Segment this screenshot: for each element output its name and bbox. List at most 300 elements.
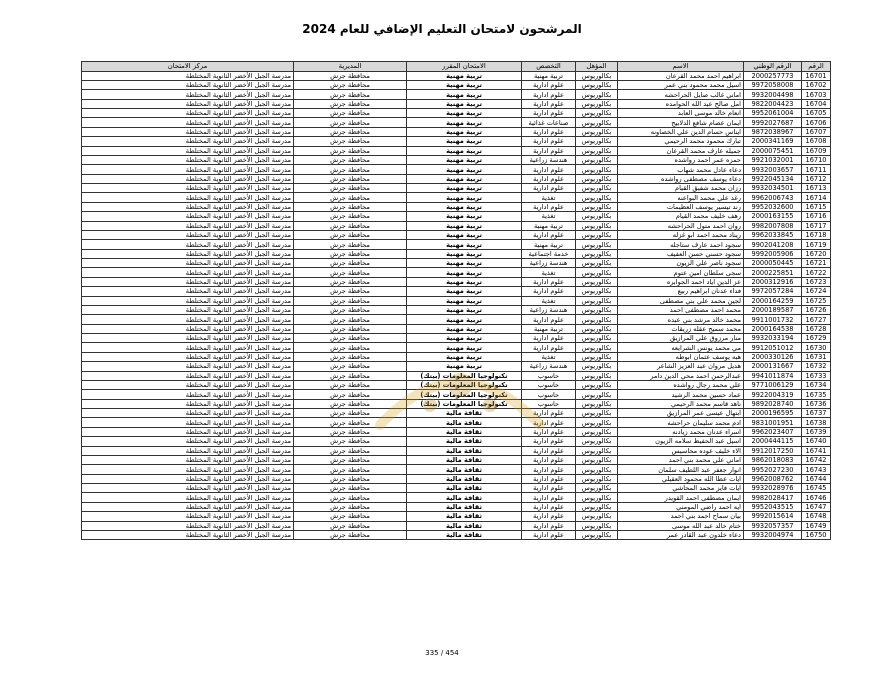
cell-exam-subject: تربية مهنية: [407, 146, 522, 155]
cell-national-id: 9912017250: [744, 446, 802, 455]
table-row: [82, 362, 831, 371]
cell-specialization: علوم ادارية: [522, 315, 576, 324]
cell-exam-center: مدرسة الجبل الأخضر الثانوية المختلطة: [82, 474, 294, 483]
cell-qualification: بكالوريوس: [576, 287, 618, 296]
cell-qualification: بكالوريوس: [576, 268, 618, 277]
cell-name: عبدالرحمن احمد محي الدين دامر: [618, 371, 744, 380]
cell-exam-center: مدرسة الجبل الأخضر الثانوية المختلطة: [82, 362, 294, 371]
cell-specialization: علوم ادارية: [522, 484, 576, 493]
cell-national-id: 2000050445: [744, 259, 802, 268]
table-row: [82, 277, 831, 286]
cell-specialization: تربية مهنية: [522, 221, 576, 230]
cell-national-id: 9922004319: [744, 390, 802, 399]
page-title: المرشحون لامتحان التعليم الإضافي للعام 2024: [302, 22, 582, 36]
cell-specialization: علوم ادارية: [522, 127, 576, 136]
cell-specialization: علوم ادارية: [522, 521, 576, 530]
cell-exam-center: مدرسة الجبل الأخضر الثانوية المختلطة: [82, 371, 294, 380]
cell-seq: 16743: [802, 465, 831, 474]
cell-exam-center: مدرسة الجبل الأخضر الثانوية المختلطة: [82, 521, 294, 530]
cell-directorate: محافظة جرش: [294, 90, 407, 99]
cell-seq: 16724: [802, 287, 831, 296]
cell-exam-subject: ثقافة مالية: [407, 484, 522, 493]
cell-seq: 16705: [802, 109, 831, 118]
cell-exam-center: مدرسة الجبل الأخضر الثانوية المختلطة: [82, 343, 294, 352]
cell-directorate: محافظة جرش: [294, 118, 407, 127]
cell-exam-center: مدرسة الجبل الأخضر الثانوية المختلطة: [82, 249, 294, 258]
cell-name: حمزه عمر احمد رواشده: [618, 155, 744, 164]
cell-seq: 16741: [802, 446, 831, 455]
cell-specialization: علوم ادارية: [522, 493, 576, 502]
cell-exam-center: مدرسة الجبل الأخضر الثانوية المختلطة: [82, 390, 294, 399]
cell-seq: 16720: [802, 249, 831, 258]
cell-directorate: محافظة جرش: [294, 277, 407, 286]
cell-specialization: تربية مهنية: [522, 324, 576, 333]
table-row: [82, 324, 831, 333]
cell-specialization: علوم ادارية: [522, 474, 576, 483]
cell-seq: 16742: [802, 455, 831, 464]
cell-qualification: بكالوريوس: [576, 521, 618, 530]
cell-specialization: علوم ادارية: [522, 137, 576, 146]
cell-directorate: محافظة جرش: [294, 193, 407, 202]
cell-qualification: بكالوريوس: [576, 362, 618, 371]
cell-name: محمد خالد مرشد بني عبده: [618, 315, 744, 324]
table-row: [82, 268, 831, 277]
cell-specialization: صناعات غذائية: [522, 118, 576, 127]
cell-directorate: محافظة جرش: [294, 446, 407, 455]
cell-directorate: محافظة جرش: [294, 380, 407, 389]
cell-directorate: محافظة جرش: [294, 202, 407, 211]
table-row: [82, 80, 831, 89]
table-row: [82, 502, 831, 511]
cell-seq: 16708: [802, 137, 831, 146]
table-header-row: [82, 62, 831, 72]
cell-name: فداء عدنان ابراهيم ربيع: [618, 287, 744, 296]
cell-name: سجود احمد عارف ستاجله: [618, 240, 744, 249]
cell-name: روان احمد متول الحراحشه: [618, 221, 744, 230]
cell-seq: 16714: [802, 193, 831, 202]
cell-qualification: بكالوريوس: [576, 118, 618, 127]
cell-national-id: 2000330126: [744, 352, 802, 361]
cell-name: اماني علي محمد بني احمد: [618, 455, 744, 464]
cell-qualification: بكالوريوس: [576, 324, 618, 333]
cell-directorate: محافظة جرش: [294, 165, 407, 174]
cell-specialization: علوم ادارية: [522, 109, 576, 118]
cell-specialization: هندسة زراعية: [522, 259, 576, 268]
cell-national-id: 2000075451: [744, 146, 802, 155]
cell-exam-subject: ثقافة مالية: [407, 418, 522, 427]
cell-seq: 16716: [802, 212, 831, 221]
cell-exam-subject: تربية مهنية: [407, 137, 522, 146]
cell-exam-subject: ثقافة مالية: [407, 455, 522, 464]
header-name: الاسم: [618, 62, 744, 72]
cell-seq: 16726: [802, 305, 831, 314]
table-row: [82, 259, 831, 268]
cell-name: عماد حسين محمد الرشيد: [618, 390, 744, 399]
cell-exam-center: مدرسة الجبل الأخضر الثانوية المختلطة: [82, 427, 294, 436]
cell-exam-subject: ثقافة مالية: [407, 493, 522, 502]
cell-exam-subject: ثقافة مالية: [407, 474, 522, 483]
header-national-id: الرقم الوطني: [744, 62, 802, 72]
cell-name: اسيل عبد الحفيظ سلامه الزيون: [618, 437, 744, 446]
cell-name: انعام خالد موسى العابد: [618, 109, 744, 118]
cell-exam-center: مدرسة الجبل الأخضر الثانوية المختلطة: [82, 352, 294, 361]
cell-directorate: محافظة جرش: [294, 137, 407, 146]
cell-exam-subject: تربية مهنية: [407, 118, 522, 127]
table-row: [82, 427, 831, 436]
cell-national-id: 2000164538: [744, 324, 802, 333]
cell-specialization: علوم ادارية: [522, 99, 576, 108]
cell-exam-center: مدرسة الجبل الأخضر الثانوية المختلطة: [82, 212, 294, 221]
cell-name: رهف خليف محمد القيام: [618, 212, 744, 221]
cell-directorate: محافظة جرش: [294, 409, 407, 418]
cell-specialization: علوم ادارية: [522, 184, 576, 193]
cell-seq: 16721: [802, 259, 831, 268]
cell-name: بيان سماح احمد بني احمد: [618, 512, 744, 521]
cell-national-id: 9932004498: [744, 90, 802, 99]
cell-qualification: بكالوريوس: [576, 512, 618, 521]
cell-exam-subject: ثقافة مالية: [407, 446, 522, 455]
cell-directorate: محافظة جرش: [294, 240, 407, 249]
cell-specialization: تغذية: [522, 352, 576, 361]
table-row: [82, 530, 831, 539]
cell-exam-center: مدرسة الجبل الأخضر الثانوية المختلطة: [82, 277, 294, 286]
cell-national-id: 9982028417: [744, 493, 802, 502]
cell-exam-center: مدرسة الجبل الأخضر الثانوية المختلطة: [82, 446, 294, 455]
cell-exam-subject: تربية مهنية: [407, 305, 522, 314]
cell-national-id: 9892028740: [744, 399, 802, 408]
cell-national-id: 9932033194: [744, 334, 802, 343]
candidates-table: [81, 61, 831, 540]
cell-directorate: محافظة جرش: [294, 146, 407, 155]
cell-exam-center: مدرسة الجبل الأخضر الثانوية المختلطة: [82, 334, 294, 343]
cell-name: محمد سميح عقله زريقات: [618, 324, 744, 333]
cell-exam-subject: تربية مهنية: [407, 90, 522, 99]
cell-specialization: علوم ادارية: [522, 334, 576, 343]
cell-name: ابتهال عيسى عمر المرازيق: [618, 409, 744, 418]
cell-name: ريناد محمد احمد ابو غزله: [618, 230, 744, 239]
cell-seq: 16701: [802, 71, 831, 80]
cell-seq: 16718: [802, 230, 831, 239]
cell-name: ايات عطا الله محمود العقيلي: [618, 474, 744, 483]
table-row: [82, 380, 831, 389]
cell-exam-subject: تربية مهنية: [407, 249, 522, 258]
cell-exam-subject: تربية مهنية: [407, 352, 522, 361]
cell-exam-subject: تربية مهنية: [407, 71, 522, 80]
cell-exam-center: مدرسة الجبل الأخضر الثانوية المختلطة: [82, 315, 294, 324]
cell-directorate: محافظة جرش: [294, 399, 407, 408]
cell-national-id: 9932028976: [744, 484, 802, 493]
cell-qualification: بكالوريوس: [576, 109, 618, 118]
cell-name: رند تيسير يوسف العظيمات: [618, 202, 744, 211]
cell-specialization: حاسوب: [522, 390, 576, 399]
cell-exam-center: مدرسة الجبل الأخضر الثانوية المختلطة: [82, 268, 294, 277]
cell-directorate: محافظة جرش: [294, 221, 407, 230]
cell-seq: 16738: [802, 418, 831, 427]
cell-national-id: 9912051012: [744, 343, 802, 352]
cell-specialization: حاسوب: [522, 399, 576, 408]
cell-directorate: محافظة جرش: [294, 296, 407, 305]
cell-exam-center: مدرسة الجبل الأخضر الثانوية المختلطة: [82, 512, 294, 521]
cell-specialization: هندسة زراعية: [522, 305, 576, 314]
cell-exam-subject: ثقافة مالية: [407, 409, 522, 418]
cell-exam-center: مدرسة الجبل الأخضر الثانوية المختلطة: [82, 127, 294, 136]
cell-directorate: محافظة جرش: [294, 465, 407, 474]
table-row: [82, 118, 831, 127]
cell-specialization: علوم ادارية: [522, 465, 576, 474]
cell-exam-subject: تربية مهنية: [407, 268, 522, 277]
cell-directorate: محافظة جرش: [294, 455, 407, 464]
cell-qualification: بكالوريوس: [576, 221, 618, 230]
cell-national-id: 9941011874: [744, 371, 802, 380]
cell-exam-center: مدرسة الجبل الأخضر الثانوية المختلطة: [82, 259, 294, 268]
table-row: [82, 315, 831, 324]
cell-directorate: محافظة جرش: [294, 512, 407, 521]
cell-seq: 16713: [802, 184, 831, 193]
page-number: 335 / 454: [425, 649, 459, 657]
header-seq: الرقم: [802, 62, 831, 72]
cell-specialization: علوم ادارية: [522, 230, 576, 239]
cell-directorate: محافظة جرش: [294, 324, 407, 333]
cell-qualification: بكالوريوس: [576, 437, 618, 446]
cell-directorate: محافظة جرش: [294, 109, 407, 118]
cell-seq: 16706: [802, 118, 831, 127]
cell-national-id: 9922045134: [744, 174, 802, 183]
cell-qualification: بكالوريوس: [576, 230, 618, 239]
cell-seq: 16750: [802, 530, 831, 539]
cell-specialization: علوم ادارية: [522, 174, 576, 183]
cell-exam-subject: تكنولوجيا المعلومات (بيتك): [407, 390, 522, 399]
cell-exam-subject: تربية مهنية: [407, 80, 522, 89]
cell-name: سجى سلطان امين عتوم: [618, 268, 744, 277]
cell-national-id: 9932057357: [744, 521, 802, 530]
cell-qualification: بكالوريوس: [576, 127, 618, 136]
cell-name: اسيل محمد محمود بني عمر: [618, 80, 744, 89]
cell-seq: 16709: [802, 146, 831, 155]
cell-exam-subject: تربية مهنية: [407, 99, 522, 108]
cell-national-id: 9972057284: [744, 287, 802, 296]
cell-seq: 16737: [802, 409, 831, 418]
cell-directorate: محافظة جرش: [294, 352, 407, 361]
table-row: [82, 305, 831, 314]
cell-directorate: محافظة جرش: [294, 427, 407, 436]
cell-exam-subject: تربية مهنية: [407, 296, 522, 305]
table-row: [82, 71, 831, 80]
cell-directorate: محافظة جرش: [294, 521, 407, 530]
cell-qualification: بكالوريوس: [576, 146, 618, 155]
cell-national-id: 9771006129: [744, 380, 802, 389]
cell-national-id: 2000444115: [744, 437, 802, 446]
cell-exam-subject: تكنولوجيا المعلومات (بيتك): [407, 399, 522, 408]
cell-national-id: 9962033845: [744, 230, 802, 239]
cell-exam-center: مدرسة الجبل الأخضر الثانوية المختلطة: [82, 155, 294, 164]
cell-qualification: بكالوريوس: [576, 193, 618, 202]
cell-exam-center: مدرسة الجبل الأخضر الثانوية المختلطة: [82, 118, 294, 127]
table-row: [82, 371, 831, 380]
cell-national-id: 9911001732: [744, 315, 802, 324]
cell-seq: 16728: [802, 324, 831, 333]
cell-directorate: محافظة جرش: [294, 484, 407, 493]
cell-directorate: محافظة جرش: [294, 155, 407, 164]
cell-exam-center: مدرسة الجبل الأخضر الثانوية المختلطة: [82, 399, 294, 408]
cell-exam-center: مدرسة الجبل الأخضر الثانوية المختلطة: [82, 146, 294, 155]
cell-specialization: علوم ادارية: [522, 455, 576, 464]
table-row: [82, 390, 831, 399]
cell-qualification: بكالوريوس: [576, 390, 618, 399]
cell-directorate: محافظة جرش: [294, 530, 407, 539]
table-row: [82, 184, 831, 193]
cell-exam-subject: تربية مهنية: [407, 230, 522, 239]
table-row: [82, 249, 831, 258]
cell-exam-center: مدرسة الجبل الأخضر الثانوية المختلطة: [82, 484, 294, 493]
cell-exam-center: مدرسة الجبل الأخضر الثانوية المختلطة: [82, 380, 294, 389]
cell-name: هبه يوسف عثمان ابوطه: [618, 352, 744, 361]
cell-name: ابراهيم احمد محمد القرعان: [618, 71, 744, 80]
cell-seq: 16746: [802, 493, 831, 502]
cell-national-id: 9862018083: [744, 455, 802, 464]
table-row: [82, 127, 831, 136]
cell-national-id: 9962006743: [744, 193, 802, 202]
cell-specialization: علوم ادارية: [522, 437, 576, 446]
table-row: [82, 212, 831, 221]
cell-specialization: علوم ادارية: [522, 90, 576, 99]
cell-name: الاء خليف عوده محاسيس: [618, 446, 744, 455]
cell-qualification: بكالوريوس: [576, 99, 618, 108]
cell-directorate: محافظة جرش: [294, 212, 407, 221]
cell-specialization: حاسوب: [522, 380, 576, 389]
cell-qualification: بكالوريوس: [576, 174, 618, 183]
cell-specialization: علوم ادارية: [522, 530, 576, 539]
cell-seq: 16704: [802, 99, 831, 108]
cell-qualification: بكالوريوس: [576, 212, 618, 221]
cell-exam-center: مدرسة الجبل الأخضر الثانوية المختلطة: [82, 221, 294, 230]
cell-exam-center: مدرسة الجبل الأخضر الثانوية المختلطة: [82, 165, 294, 174]
cell-qualification: بكالوريوس: [576, 296, 618, 305]
cell-directorate: محافظة جرش: [294, 127, 407, 136]
cell-national-id: 9872038967: [744, 127, 802, 136]
cell-specialization: خدمة اجتماعية: [522, 249, 576, 258]
cell-national-id: 9972058008: [744, 80, 802, 89]
cell-seq: 16749: [802, 521, 831, 530]
cell-exam-center: مدرسة الجبل الأخضر الثانوية المختلطة: [82, 502, 294, 511]
cell-exam-subject: تربية مهنية: [407, 259, 522, 268]
cell-seq: 16729: [802, 334, 831, 343]
cell-name: ناهد قاسم محمد الرحيمي: [618, 399, 744, 408]
cell-name: علي محمد رجال رواشده: [618, 380, 744, 389]
cell-qualification: بكالوريوس: [576, 418, 618, 427]
cell-seq: 16702: [802, 80, 831, 89]
cell-seq: 16733: [802, 371, 831, 380]
cell-seq: 16725: [802, 296, 831, 305]
table-row: [82, 99, 831, 108]
cell-national-id: 9932003657: [744, 165, 802, 174]
cell-name: اسراء عدنان محمد زيادنه: [618, 427, 744, 436]
header-specialization: التخصص: [522, 62, 576, 72]
table-row: [82, 296, 831, 305]
cell-specialization: علوم ادارية: [522, 146, 576, 155]
cell-national-id: 9962023407: [744, 427, 802, 436]
cell-qualification: بكالوريوس: [576, 259, 618, 268]
cell-seq: 16707: [802, 127, 831, 136]
cell-seq: 16748: [802, 512, 831, 521]
cell-name: اماني غالب صايل الحراحشه: [618, 90, 744, 99]
cell-directorate: محافظة جرش: [294, 230, 407, 239]
cell-national-id: 9952027230: [744, 465, 802, 474]
table-row: [82, 521, 831, 530]
cell-exam-center: مدرسة الجبل الأخضر الثانوية المختلطة: [82, 305, 294, 314]
header-directorate: المديرية: [294, 62, 407, 72]
cell-exam-center: مدرسة الجبل الأخضر الثانوية المختلطة: [82, 184, 294, 193]
cell-name: تبارك محمود محمد الرحيمي: [618, 137, 744, 146]
cell-exam-subject: تربية مهنية: [407, 212, 522, 221]
cell-seq: 16723: [802, 277, 831, 286]
cell-specialization: علوم ادارية: [522, 277, 576, 286]
cell-seq: 16736: [802, 399, 831, 408]
cell-name: دعاء خلدون عبد القادر عمر: [618, 530, 744, 539]
cell-exam-subject: ثقافة مالية: [407, 521, 522, 530]
cell-seq: 16712: [802, 174, 831, 183]
cell-specialization: علوم ادارية: [522, 512, 576, 521]
table-row: [82, 493, 831, 502]
cell-exam-subject: تربية مهنية: [407, 127, 522, 136]
cell-seq: 16715: [802, 202, 831, 211]
table-row: [82, 137, 831, 146]
cell-specialization: تغذية: [522, 268, 576, 277]
cell-national-id: 9902041208: [744, 240, 802, 249]
table-body: [82, 71, 831, 540]
table-row: [82, 474, 831, 483]
cell-qualification: بكالوريوس: [576, 165, 618, 174]
cell-exam-subject: ثقافة مالية: [407, 512, 522, 521]
table-row: [82, 465, 831, 474]
cell-exam-center: مدرسة الجبل الأخضر الثانوية المختلطة: [82, 202, 294, 211]
cell-name: دعاء عادل محمد شهاب: [618, 165, 744, 174]
cell-name: امل صالح عبد الله الحوامده: [618, 99, 744, 108]
table-row: [82, 221, 831, 230]
cell-seq: 16730: [802, 343, 831, 352]
cell-specialization: تربية مهنية: [522, 240, 576, 249]
cell-exam-subject: تربية مهنية: [407, 315, 522, 324]
table-row: [82, 455, 831, 464]
cell-qualification: بكالوريوس: [576, 315, 618, 324]
cell-exam-subject: تربية مهنية: [407, 277, 522, 286]
cell-name: ايمان عصام شافع الدلابيح: [618, 118, 744, 127]
cell-directorate: محافظة جرش: [294, 268, 407, 277]
table-row: [82, 90, 831, 99]
table-row: [82, 202, 831, 211]
cell-directorate: محافظة جرش: [294, 334, 407, 343]
header-exam-subject: الامتحان المقرر: [407, 62, 522, 72]
cell-name: ايناس حسام الدين علي الخصاونه: [618, 127, 744, 136]
cell-name: سجود حسني حسن العفيف: [618, 249, 744, 258]
cell-qualification: بكالوريوس: [576, 493, 618, 502]
cell-national-id: 2000225851: [744, 268, 802, 277]
cell-qualification: بكالوريوس: [576, 380, 618, 389]
cell-qualification: بكالوريوس: [576, 80, 618, 89]
cell-qualification: بكالوريوس: [576, 502, 618, 511]
cell-qualification: بكالوريوس: [576, 249, 618, 258]
cell-directorate: محافظة جرش: [294, 80, 407, 89]
cell-qualification: بكالوريوس: [576, 202, 618, 211]
cell-specialization: علوم ادارية: [522, 427, 576, 436]
cell-exam-subject: تربية مهنية: [407, 193, 522, 202]
cell-name: دعاء يوسف مصطفى رواشده: [618, 174, 744, 183]
cell-directorate: محافظة جرش: [294, 315, 407, 324]
cell-directorate: محافظة جرش: [294, 371, 407, 380]
cell-exam-subject: ثقافة مالية: [407, 437, 522, 446]
table-row: [82, 409, 831, 418]
cell-name: ختام خالد عبد الله موسى: [618, 521, 744, 530]
table-row: [82, 240, 831, 249]
